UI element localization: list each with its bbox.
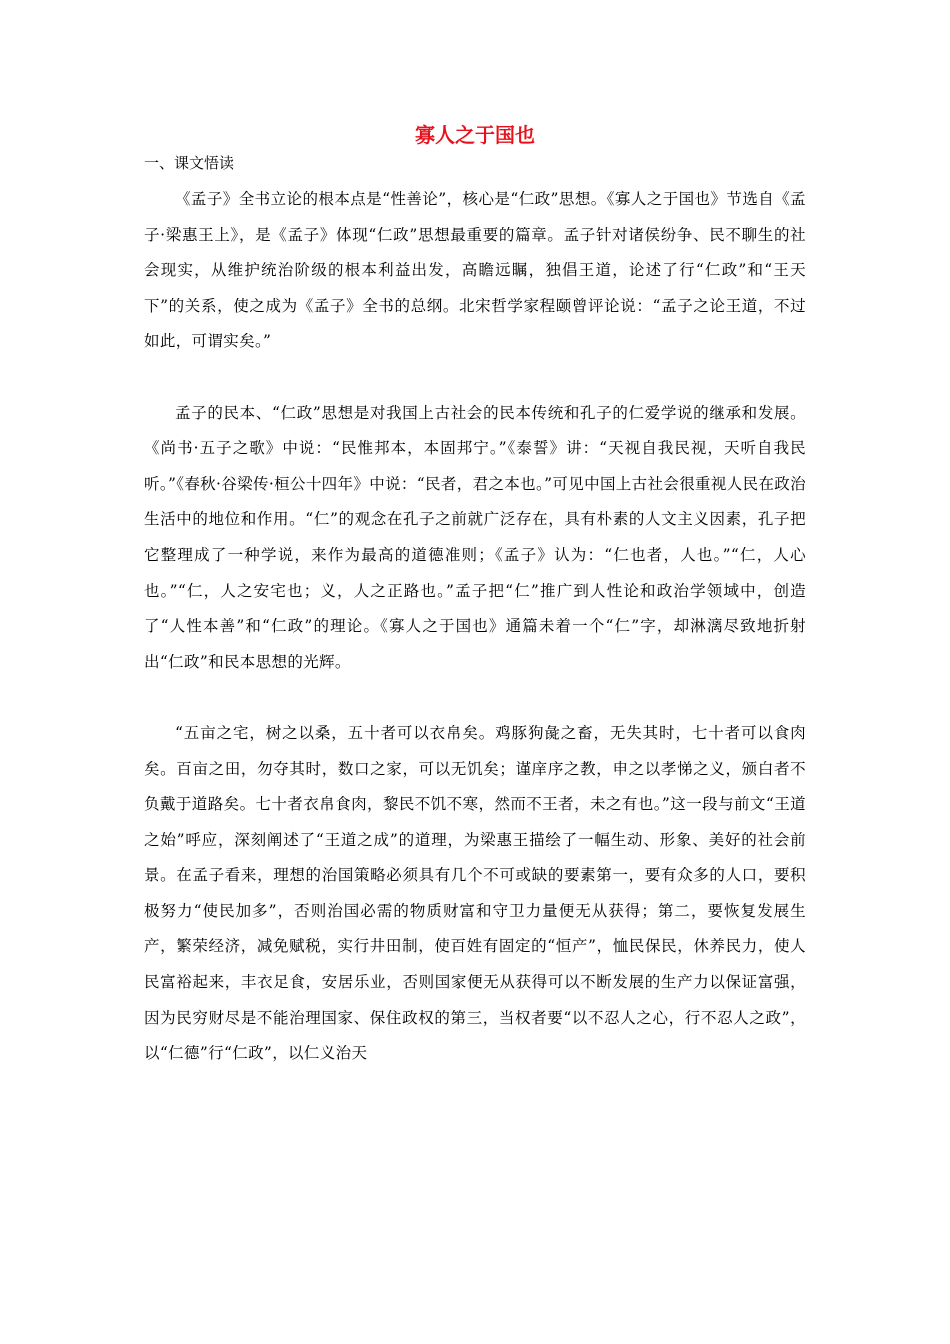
paragraph-spacer <box>144 360 806 396</box>
document-body <box>144 182 806 1072</box>
paragraph-1: 《孟子》全书立论的根本点是“性善论”，核心是“仁政”思想。《寡人之于国也》节选自《孟子·梁惠王上》，是《孟子》体现“仁政”思想最重要的篇章。孟子针对诸侯纷争、民不聊生的社会现实，从维护统治阶级的根本利益出发，高瞻远瞩，独倡王道，论述了行“仁政”和“王天下”的关系，使之成为《孟子》全书的总纲。北宋哲学家程颐曾评论说：“孟子之论王道，不过如此，可谓实矣。” <box>144 190 806 351</box>
section-heading: 一、课文悟读 <box>144 154 235 172</box>
paragraph-spacer <box>144 680 806 716</box>
paragraph-2: 孟子的民本、“仁政”思想是对我国上古社会的民本传统和孔子的仁爱学说的继承和发展。《尚书·五子之歌》中说：“民惟邦本，本固邦宁。”《泰誓》讲：“天视自我民视，天听自我民听。”《春秋·谷梁传·桓公十四年》中说：“民者，君之本也。”可见中国上古社会很重视人民在政治生活中的地位和作用。“仁”的观念在孔子之前就广泛存在，具有朴素的人文主义因素，孔子把它整理成了一种学说，来作为最高的道德准则；《孟子》认为：“仁也者，人也。”“仁，人心也。”“仁，人之安宅也；义，人之正路也。”孟子把“仁”推广到人性论和政治学领域中，创造了“人性本善”和“仁政”的理论。《寡人之于国也》通篇未着一个“仁”字，却淋漓尽致地折射出“仁政”和民本思想的光辉。 <box>144 403 806 671</box>
paragraph-3: “五亩之宅，树之以桑，五十者可以衣帛矣。鸡豚狗彘之畜，无失其时，七十者可以食肉矣。百亩之田，勿夺其时，数口之家，可以无饥矣；谨庠序之教，申之以孝悌之义，颁白者不负戴于道路矣。七十者衣帛食肉，黎民不饥不寒，然而不王者，未之有也。”这一段与前文“王道之始”呼应，深刻阐述了“王道之成”的道理，为梁惠王描绘了一幅生动、形象、美好的社会前景。在孟子看来，理想的治国策略必须具有几个不可或缺的要素第一，要有众多的人口，要积极努力“使民加多”，否则治国必需的物质财富和守卫力量便无从获得；第二，要恢复发展生产，繁荣经济，减免赋税，实行井田制，使百姓有固定的“恒产”，恤民保民，休养民力，使人民富裕起来，丰衣足食，安居乐业，否则国家便无从获得可以不断发展的生产力以保证富强，因为民穷财尽是不能治理国家、保住政权的第三，当权者要“以不忍人之心，行不忍人之政”，以“仁德”行“仁政”，以仁义治天 <box>144 723 806 1063</box>
page-title: 寡人之于国也 <box>415 123 535 147</box>
